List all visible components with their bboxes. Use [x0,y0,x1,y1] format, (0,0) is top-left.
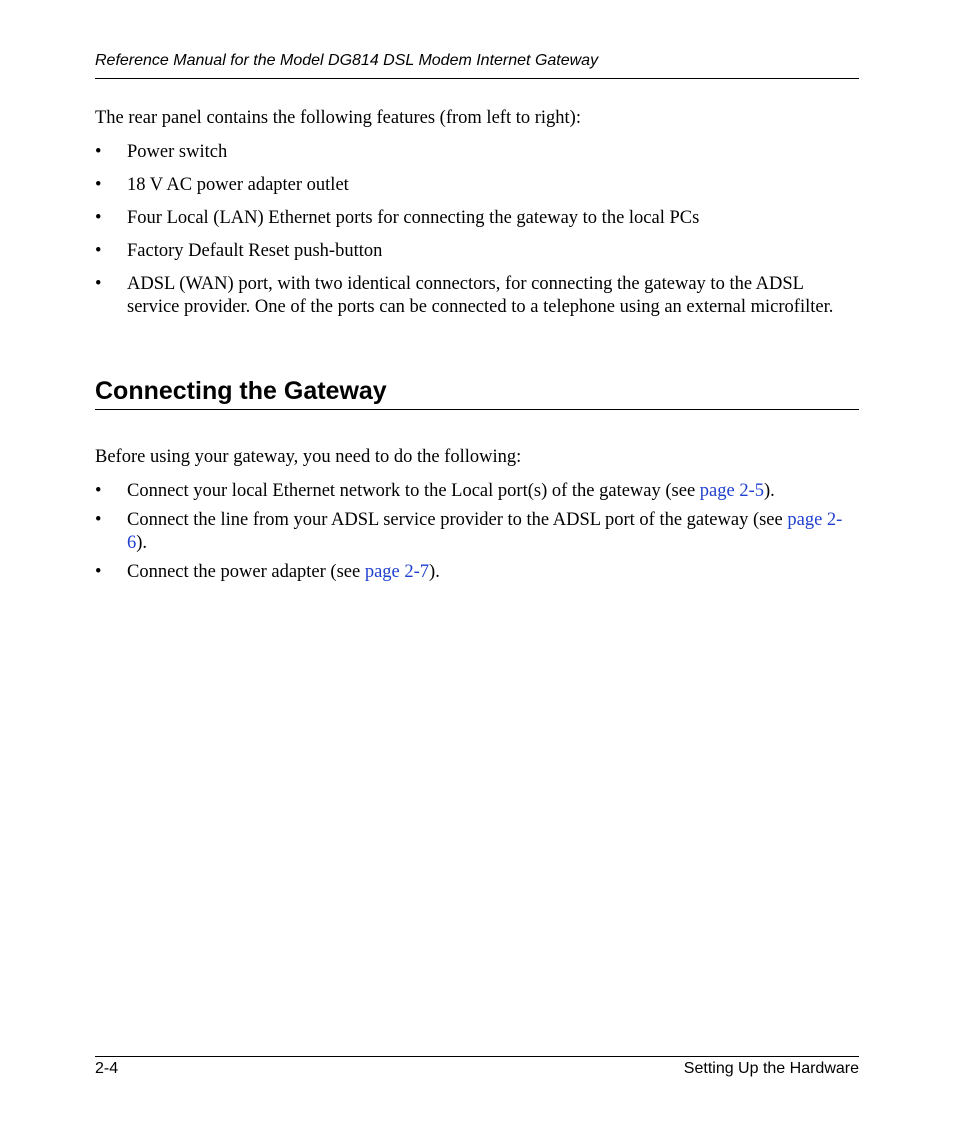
list-item [95,509,859,555]
list-item-text-end: ). [136,533,148,553]
list-item [95,207,859,230]
page-link[interactable]: page 2-5 [699,481,764,501]
list-item-text-end: ). [764,481,775,501]
bullet-icon: • [95,481,102,501]
section-heading: Connecting the Gateway [95,377,387,405]
bullet-icon: • [95,175,102,195]
page-link[interactable]: page 2-6 [127,510,843,553]
manual-page [95,0,859,1145]
page-number: 2-4 [95,1060,119,1077]
bullet-icon: • [95,142,102,162]
bullet-icon: • [95,510,102,530]
list-item [95,561,859,584]
list-item-text: Factory Default Reset push-button [127,241,383,261]
section-rule [95,409,859,410]
list-item [95,240,859,263]
list-item-text: Four Local (LAN) Ethernet ports for connecting the gateway to the local PCs [127,208,700,228]
list-item-text: Connect your local Ethernet network to the Local port(s) of the gateway (see [127,481,700,501]
list-item [95,480,859,503]
chapter-title: Setting Up the Hardware [683,1060,859,1077]
bullet-icon: • [95,241,102,261]
list-item-text: Connect the line from your ADSL service provider to the ADSL port of the gateway (see [127,510,788,530]
rear-panel-feature-list [95,141,859,319]
bullet-icon: • [95,562,102,582]
list-item [95,174,859,197]
bullet-icon: • [95,274,102,294]
list-item-text: 18 V AC power adapter outlet [127,175,349,195]
running-header: Reference Manual for the Model DG814 DSL Modem Internet Gateway [95,52,599,69]
rear-panel-intro: The rear panel contains the following features (from left to right): [95,108,581,128]
page-link[interactable]: page 2-7 [364,562,430,582]
header-rule [95,78,859,79]
list-item-text: ADSL (WAN) port, with two identical connectors, for connecting the gateway to the ADSL service provider. One of the ports can be connected to a telephone using an external microfilter. [127,274,834,317]
bullet-icon: • [95,208,102,228]
section-intro: Before using your gateway, you need to do the following: [95,447,522,467]
setup-steps-list [95,480,859,584]
list-item [95,141,859,164]
list-item-text: Connect the power adapter (see [127,562,365,582]
list-item [95,273,859,319]
list-item-text-end: ). [429,562,440,582]
footer-rule [95,1056,859,1057]
list-item-text: Power switch [127,142,228,162]
